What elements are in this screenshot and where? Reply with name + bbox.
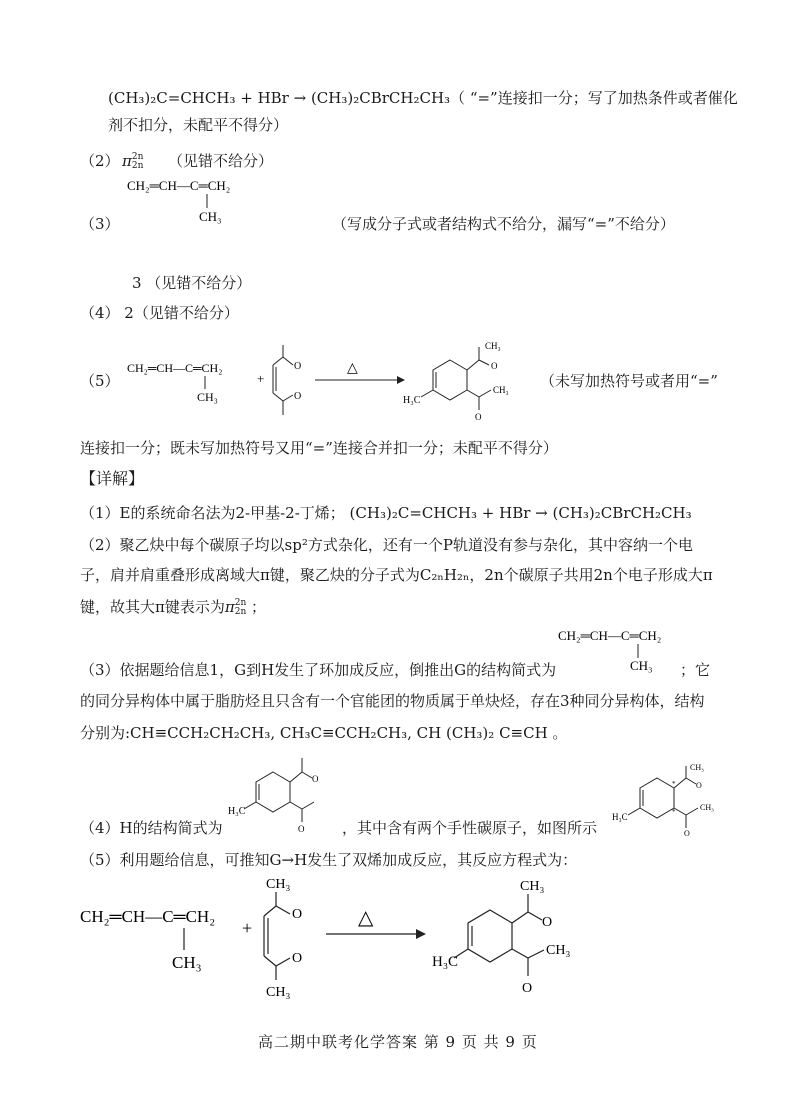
explanation-heading: 【详解】	[80, 469, 145, 488]
reaction-large	[80, 872, 720, 1002]
reactant-ch3: CH₃	[197, 390, 218, 404]
svg-text:O: O	[312, 774, 319, 784]
h2-ch3-a: CH₃	[690, 763, 704, 772]
explanation-2b: 子，肩并肩重叠形成离域大π键，聚乙炔的分子式为C₂ₙH₂ₙ，2n个碳原子共用2n个电子形成大π	[80, 566, 713, 584]
svg-text:*: *	[672, 780, 676, 788]
product-ch3-b: CH₃	[493, 385, 509, 395]
svg-text:O: O	[696, 781, 702, 790]
svg-text:O: O	[684, 829, 690, 836]
page-footer: 高二期中联考化学答案 第 9 页 共 9 页	[258, 1033, 538, 1051]
pi-sub-2: 2n	[234, 607, 247, 617]
q5-number: （5）	[80, 372, 120, 390]
explanation-3c: 分别为:CH≡CCH₂CH₂CH₃, CH₃C≡CCH₂CH₃, CH (CH₃)₂ C≡CH 。	[80, 724, 568, 742]
dienophile-ch3-bottom: CH₃	[266, 985, 291, 1000]
svg-text:O: O	[542, 915, 553, 930]
large-heat: △	[358, 907, 374, 929]
structure-h-1	[228, 752, 338, 832]
svg-text:O: O	[294, 361, 302, 372]
q2-pi-notation: π2n 2n	[122, 152, 144, 171]
svg-text:*: *	[672, 808, 676, 816]
svg-text:O: O	[522, 981, 533, 996]
q3-number: （3）	[80, 215, 120, 233]
q5-note-cont: 连接扣一分；既未写加热符号又用“=”连接合并扣一分；未配平不得分）	[80, 439, 558, 457]
plus-sign: +	[257, 371, 265, 386]
heat-symbol: △	[347, 361, 358, 376]
q3-answer: 3 （见错不给分）	[132, 274, 252, 292]
product-h3c: H₃C	[403, 395, 421, 406]
chain-text: CH₂═CH—C═CH₂	[127, 178, 231, 193]
q4-answer: （4） 2（见错不给分）	[80, 304, 239, 322]
explanation-4-mid: ，其中含有两个手性碳原子，如图所示	[342, 819, 598, 837]
pi-sub: 2n	[131, 161, 144, 171]
svg-text:O: O	[491, 361, 498, 371]
q5-note: （未写加热符号或者用“=”	[540, 372, 718, 390]
large-plus: +	[242, 918, 253, 938]
large-product-h3c: H₃C	[432, 954, 459, 970]
large-product-ch3-a: CH₃	[520, 879, 545, 894]
explanation-5: （5）利用题给信息，可推知G→H发生了双烯加成反应，其反应方程式为：	[80, 851, 578, 869]
explanation-2c: 键，故其大π键表示为π2n 2n ；	[80, 598, 267, 617]
h2-ch3-b: CH₃	[700, 803, 714, 812]
large-product-ch3-b: CH₃	[546, 943, 571, 958]
answer-line-1: (CH₃)₂C=CHCH₃ + HBr → (CH₃)₂CBrCH₂CH₃（ “=”连接扣一分；写了加热条件或者催化	[108, 89, 738, 107]
svg-text:O: O	[292, 907, 303, 922]
ch3-label: CH₃	[199, 209, 222, 224]
reaction-small	[125, 335, 545, 425]
pi-sup: 2n	[131, 152, 144, 162]
explanation-1: （1）E的系统命名法为2-甲基-2-丁烯； (CH₃)₂C=CHCH₃ + HBr → (CH₃)₂CBrCH₂CH₃	[80, 504, 692, 522]
dienophile-ch3-top: CH₃	[266, 877, 291, 892]
structure-h-chiral	[612, 758, 732, 836]
chain-text-2: CH₂═CH—C═CH₂	[558, 628, 662, 643]
svg-text:O: O	[298, 824, 305, 832]
large-ch3: CH₃	[172, 953, 202, 972]
explanation-3b: 的同分异构体中属于脂肪烃且只含有一个官能团的物质属于单炔烃，存在3种同分异构体，结构	[80, 692, 705, 710]
q2-note: （见错不给分）	[168, 152, 274, 170]
q2-number: （2）	[80, 152, 120, 170]
explanation-2a: （2）聚乙炔中每个碳原子均以sp²方式杂化，还有一个P轨道没有参与杂化，其中容纳一个电	[80, 536, 693, 554]
h1-h3c: H₃C	[228, 806, 246, 817]
explanation-3a: （3）依据题给信息1，G到H发生了环加成反应，倒推出G的结构简式为	[80, 661, 557, 679]
explanation-2c-end: ；	[251, 598, 267, 616]
product-ch3-a: CH₃	[485, 341, 501, 351]
pi-sup-2: 2n	[234, 598, 247, 608]
structure-g-small	[125, 176, 265, 226]
h2-h3c: H₃C	[612, 812, 628, 822]
ch3-label-2: CH₃	[630, 658, 653, 673]
svg-text:O: O	[292, 951, 303, 966]
svg-text:O: O	[294, 391, 302, 402]
explanation-4-label: （4）H的结构简式为	[80, 819, 223, 837]
large-diene: CH₂═CH—C═CH₂	[80, 907, 216, 926]
answer-line-2: 剂不扣分，未配平不得分）	[108, 116, 289, 134]
explanation-2c-text: 键，故其大π键表示为	[80, 598, 225, 616]
explanation-3a-end: ；它	[680, 661, 711, 679]
svg-text:O: O	[475, 412, 482, 422]
reactant-diene: CH₂═CH—C═CH₂	[127, 361, 223, 375]
q3-note: （写成分子式或者结构式不给分，漏写“=”不给分）	[332, 215, 675, 233]
